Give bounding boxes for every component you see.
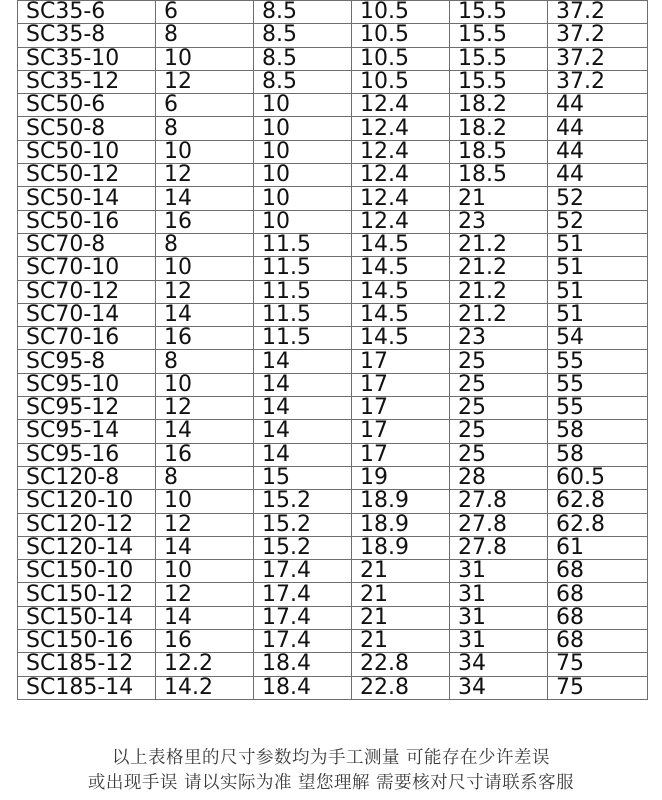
spec-value-cell: 17.4 [254,560,352,583]
spec-value-cell: 52 [548,187,648,210]
spec-value-cell: 51 [548,280,648,303]
spec-value-cell: 11.5 [254,233,352,256]
spec-value-cell: 17.4 [254,606,352,629]
spec-value-cell: 10.5 [352,70,450,93]
spec-value-cell: 52 [548,210,648,233]
model-cell: SC150-16 [18,630,156,653]
spec-value-cell: 14 [156,187,254,210]
spec-value-cell: 44 [548,94,648,117]
spec-value-cell: 10.5 [352,1,450,24]
table-row [18,350,648,373]
spec-value-cell: 8 [156,466,254,489]
spec-value-cell: 15.5 [450,47,548,70]
spec-value-cell: 15.5 [450,1,548,24]
spec-value-cell: 34 [450,676,548,699]
spec-value-cell: 12 [156,513,254,536]
spec-value-cell: 23 [450,210,548,233]
model-cell: SC35-12 [18,70,156,93]
table-row [18,653,648,676]
spec-value-cell: 10 [254,164,352,187]
spec-value-cell: 10 [156,257,254,280]
spec-value-cell: 8 [156,350,254,373]
spec-value-cell: 15.2 [254,490,352,513]
spec-value-cell: 8 [156,24,254,47]
spec-value-cell: 12 [156,583,254,606]
model-cell: SC70-14 [18,303,156,326]
spec-value-cell: 10 [254,140,352,163]
spec-value-cell: 10 [156,373,254,396]
spec-table [17,0,648,700]
spec-value-cell: 22.8 [352,676,450,699]
spec-value-cell: 14.5 [352,257,450,280]
model-cell: SC150-12 [18,583,156,606]
spec-value-cell: 18.4 [254,676,352,699]
spec-value-cell: 15.2 [254,536,352,559]
spec-value-cell: 60.5 [548,466,648,489]
spec-value-cell: 27.8 [450,513,548,536]
spec-value-cell: 16 [156,443,254,466]
table-row [18,583,648,606]
spec-value-cell: 17 [352,443,450,466]
spec-value-cell: 12.4 [352,210,450,233]
spec-value-cell: 37.2 [548,1,648,24]
table-row [18,420,648,443]
spec-value-cell: 10 [254,187,352,210]
table-row [18,490,648,513]
spec-value-cell: 51 [548,303,648,326]
spec-value-cell: 31 [450,630,548,653]
model-cell: SC95-14 [18,420,156,443]
spec-value-cell: 25 [450,373,548,396]
spec-value-cell: 18.2 [450,94,548,117]
spec-value-cell: 18.5 [450,140,548,163]
spec-value-cell: 21.2 [450,257,548,280]
spec-value-cell: 14.5 [352,233,450,256]
spec-value-cell: 28 [450,466,548,489]
spec-value-cell: 21 [352,606,450,629]
spec-value-cell: 62.8 [548,490,648,513]
spec-value-cell: 44 [548,140,648,163]
spec-value-cell: 10 [156,47,254,70]
table-row [18,210,648,233]
model-cell: SC50-14 [18,187,156,210]
table-row [18,327,648,350]
spec-value-cell: 14.5 [352,280,450,303]
spec-value-cell: 21 [352,583,450,606]
table-row [18,94,648,117]
spec-value-cell: 15.5 [450,24,548,47]
spec-value-cell: 21 [352,560,450,583]
spec-value-cell: 12.4 [352,140,450,163]
model-cell: SC50-10 [18,140,156,163]
spec-value-cell: 8.5 [254,24,352,47]
spec-value-cell: 21.2 [450,233,548,256]
spec-value-cell: 11.5 [254,280,352,303]
table-row [18,140,648,163]
table-row [18,536,648,559]
spec-value-cell: 10 [254,94,352,117]
spec-value-cell: 18.9 [352,513,450,536]
spec-value-cell: 31 [450,560,548,583]
spec-value-cell: 37.2 [548,47,648,70]
spec-value-cell: 8.5 [254,70,352,93]
table-row [18,560,648,583]
spec-value-cell: 44 [548,117,648,140]
spec-value-cell: 14 [254,350,352,373]
spec-value-cell: 15.5 [450,70,548,93]
spec-value-cell: 6 [156,1,254,24]
spec-value-cell: 18.4 [254,653,352,676]
spec-value-cell: 18.5 [450,164,548,187]
spec-value-cell: 8.5 [254,47,352,70]
spec-value-cell: 68 [548,630,648,653]
spec-value-cell: 75 [548,653,648,676]
spec-value-cell: 21 [352,630,450,653]
table-row [18,24,648,47]
table-row [18,233,648,256]
spec-value-cell: 6 [156,94,254,117]
spec-value-cell: 10 [254,117,352,140]
model-cell: SC35-10 [18,47,156,70]
model-cell: SC95-12 [18,397,156,420]
spec-value-cell: 68 [548,583,648,606]
spec-value-cell: 51 [548,257,648,280]
table-row [18,164,648,187]
spec-value-cell: 17 [352,420,450,443]
model-cell: SC35-6 [18,1,156,24]
spec-value-cell: 25 [450,397,548,420]
spec-value-cell: 14 [254,443,352,466]
spec-value-cell: 10 [156,140,254,163]
table-row [18,373,648,396]
table-row [18,117,648,140]
spec-table-container [17,0,647,700]
footer-note-line-1: 以上表格里的尺寸参数均为手工测量 可能存在少许差误 [111,748,551,768]
model-cell: SC70-10 [18,257,156,280]
spec-value-cell: 14 [254,420,352,443]
table-row [18,187,648,210]
spec-value-cell: 54 [548,327,648,350]
spec-value-cell: 14 [156,420,254,443]
spec-value-cell: 17.4 [254,583,352,606]
table-row [18,443,648,466]
spec-value-cell: 25 [450,350,548,373]
spec-value-cell: 14.2 [156,676,254,699]
spec-value-cell: 12 [156,70,254,93]
spec-value-cell: 27.8 [450,536,548,559]
spec-value-cell: 11.5 [254,327,352,350]
spec-value-cell: 55 [548,397,648,420]
spec-value-cell: 18.9 [352,536,450,559]
spec-value-cell: 58 [548,443,648,466]
model-cell: SC50-16 [18,210,156,233]
spec-value-cell: 17.4 [254,630,352,653]
spec-value-cell: 14 [156,536,254,559]
spec-value-cell: 14 [254,397,352,420]
model-cell: SC150-10 [18,560,156,583]
model-cell: SC185-12 [18,653,156,676]
model-cell: SC95-10 [18,373,156,396]
spec-value-cell: 23 [450,327,548,350]
spec-value-cell: 21 [450,187,548,210]
model-cell: SC70-16 [18,327,156,350]
model-cell: SC70-8 [18,233,156,256]
table-row [18,303,648,326]
spec-value-cell: 17 [352,350,450,373]
spec-value-cell: 8 [156,117,254,140]
spec-value-cell: 31 [450,606,548,629]
spec-value-cell: 14.5 [352,327,450,350]
spec-value-cell: 18.2 [450,117,548,140]
spec-value-cell: 16 [156,210,254,233]
spec-value-cell: 31 [450,583,548,606]
model-cell: SC70-12 [18,280,156,303]
table-row [18,630,648,653]
spec-value-cell: 12 [156,164,254,187]
spec-value-cell: 16 [156,327,254,350]
spec-value-cell: 10 [156,560,254,583]
model-cell: SC150-14 [18,606,156,629]
model-cell: SC50-6 [18,94,156,117]
table-row [18,513,648,536]
spec-value-cell: 19 [352,466,450,489]
spec-value-cell: 27.8 [450,490,548,513]
model-cell: SC120-12 [18,513,156,536]
spec-value-cell: 14 [156,303,254,326]
spec-value-cell: 14 [156,606,254,629]
spec-value-cell: 17 [352,397,450,420]
spec-value-cell: 8 [156,233,254,256]
table-row [18,1,648,24]
spec-value-cell: 37.2 [548,70,648,93]
model-cell: SC50-8 [18,117,156,140]
spec-value-cell: 11.5 [254,303,352,326]
spec-value-cell: 55 [548,373,648,396]
model-cell: SC95-16 [18,443,156,466]
spec-value-cell: 12.4 [352,94,450,117]
model-cell: SC35-8 [18,24,156,47]
spec-value-cell: 51 [548,233,648,256]
spec-value-cell: 34 [450,653,548,676]
model-cell: SC95-8 [18,350,156,373]
spec-value-cell: 25 [450,420,548,443]
model-cell: SC120-8 [18,466,156,489]
spec-value-cell: 58 [548,420,648,443]
spec-value-cell: 61 [548,536,648,559]
spec-value-cell: 15 [254,466,352,489]
spec-value-cell: 10 [254,210,352,233]
spec-value-cell: 17 [352,373,450,396]
spec-table-body [18,1,648,700]
spec-value-cell: 12.4 [352,187,450,210]
spec-value-cell: 14 [254,373,352,396]
spec-value-cell: 11.5 [254,257,352,280]
table-row [18,397,648,420]
spec-value-cell: 12.4 [352,164,450,187]
table-row [18,606,648,629]
footer-note-line-2: 或出现手误 请以实际为准 望您理解 需要核对尺寸请联系客服 [87,773,575,793]
table-row [18,47,648,70]
model-cell: SC120-14 [18,536,156,559]
spec-value-cell: 12 [156,397,254,420]
spec-value-cell: 21.2 [450,280,548,303]
spec-value-cell: 68 [548,606,648,629]
spec-value-cell: 62.8 [548,513,648,536]
model-cell: SC120-10 [18,490,156,513]
table-row [18,70,648,93]
spec-value-cell: 68 [548,560,648,583]
table-row [18,280,648,303]
spec-value-cell: 14.5 [352,303,450,326]
model-cell: SC50-12 [18,164,156,187]
spec-value-cell: 12.4 [352,117,450,140]
table-row [18,466,648,489]
spec-value-cell: 10.5 [352,24,450,47]
spec-value-cell: 16 [156,630,254,653]
spec-value-cell: 21.2 [450,303,548,326]
spec-value-cell: 8.5 [254,1,352,24]
model-cell: SC185-14 [18,676,156,699]
table-row [18,676,648,699]
spec-value-cell: 12.2 [156,653,254,676]
spec-value-cell: 18.9 [352,490,450,513]
spec-value-cell: 55 [548,350,648,373]
table-row [18,257,648,280]
spec-value-cell: 44 [548,164,648,187]
spec-value-cell: 12 [156,280,254,303]
spec-value-cell: 15.2 [254,513,352,536]
spec-value-cell: 10 [156,490,254,513]
spec-value-cell: 22.8 [352,653,450,676]
spec-value-cell: 10.5 [352,47,450,70]
spec-value-cell: 37.2 [548,24,648,47]
spec-value-cell: 25 [450,443,548,466]
spec-value-cell: 75 [548,676,648,699]
